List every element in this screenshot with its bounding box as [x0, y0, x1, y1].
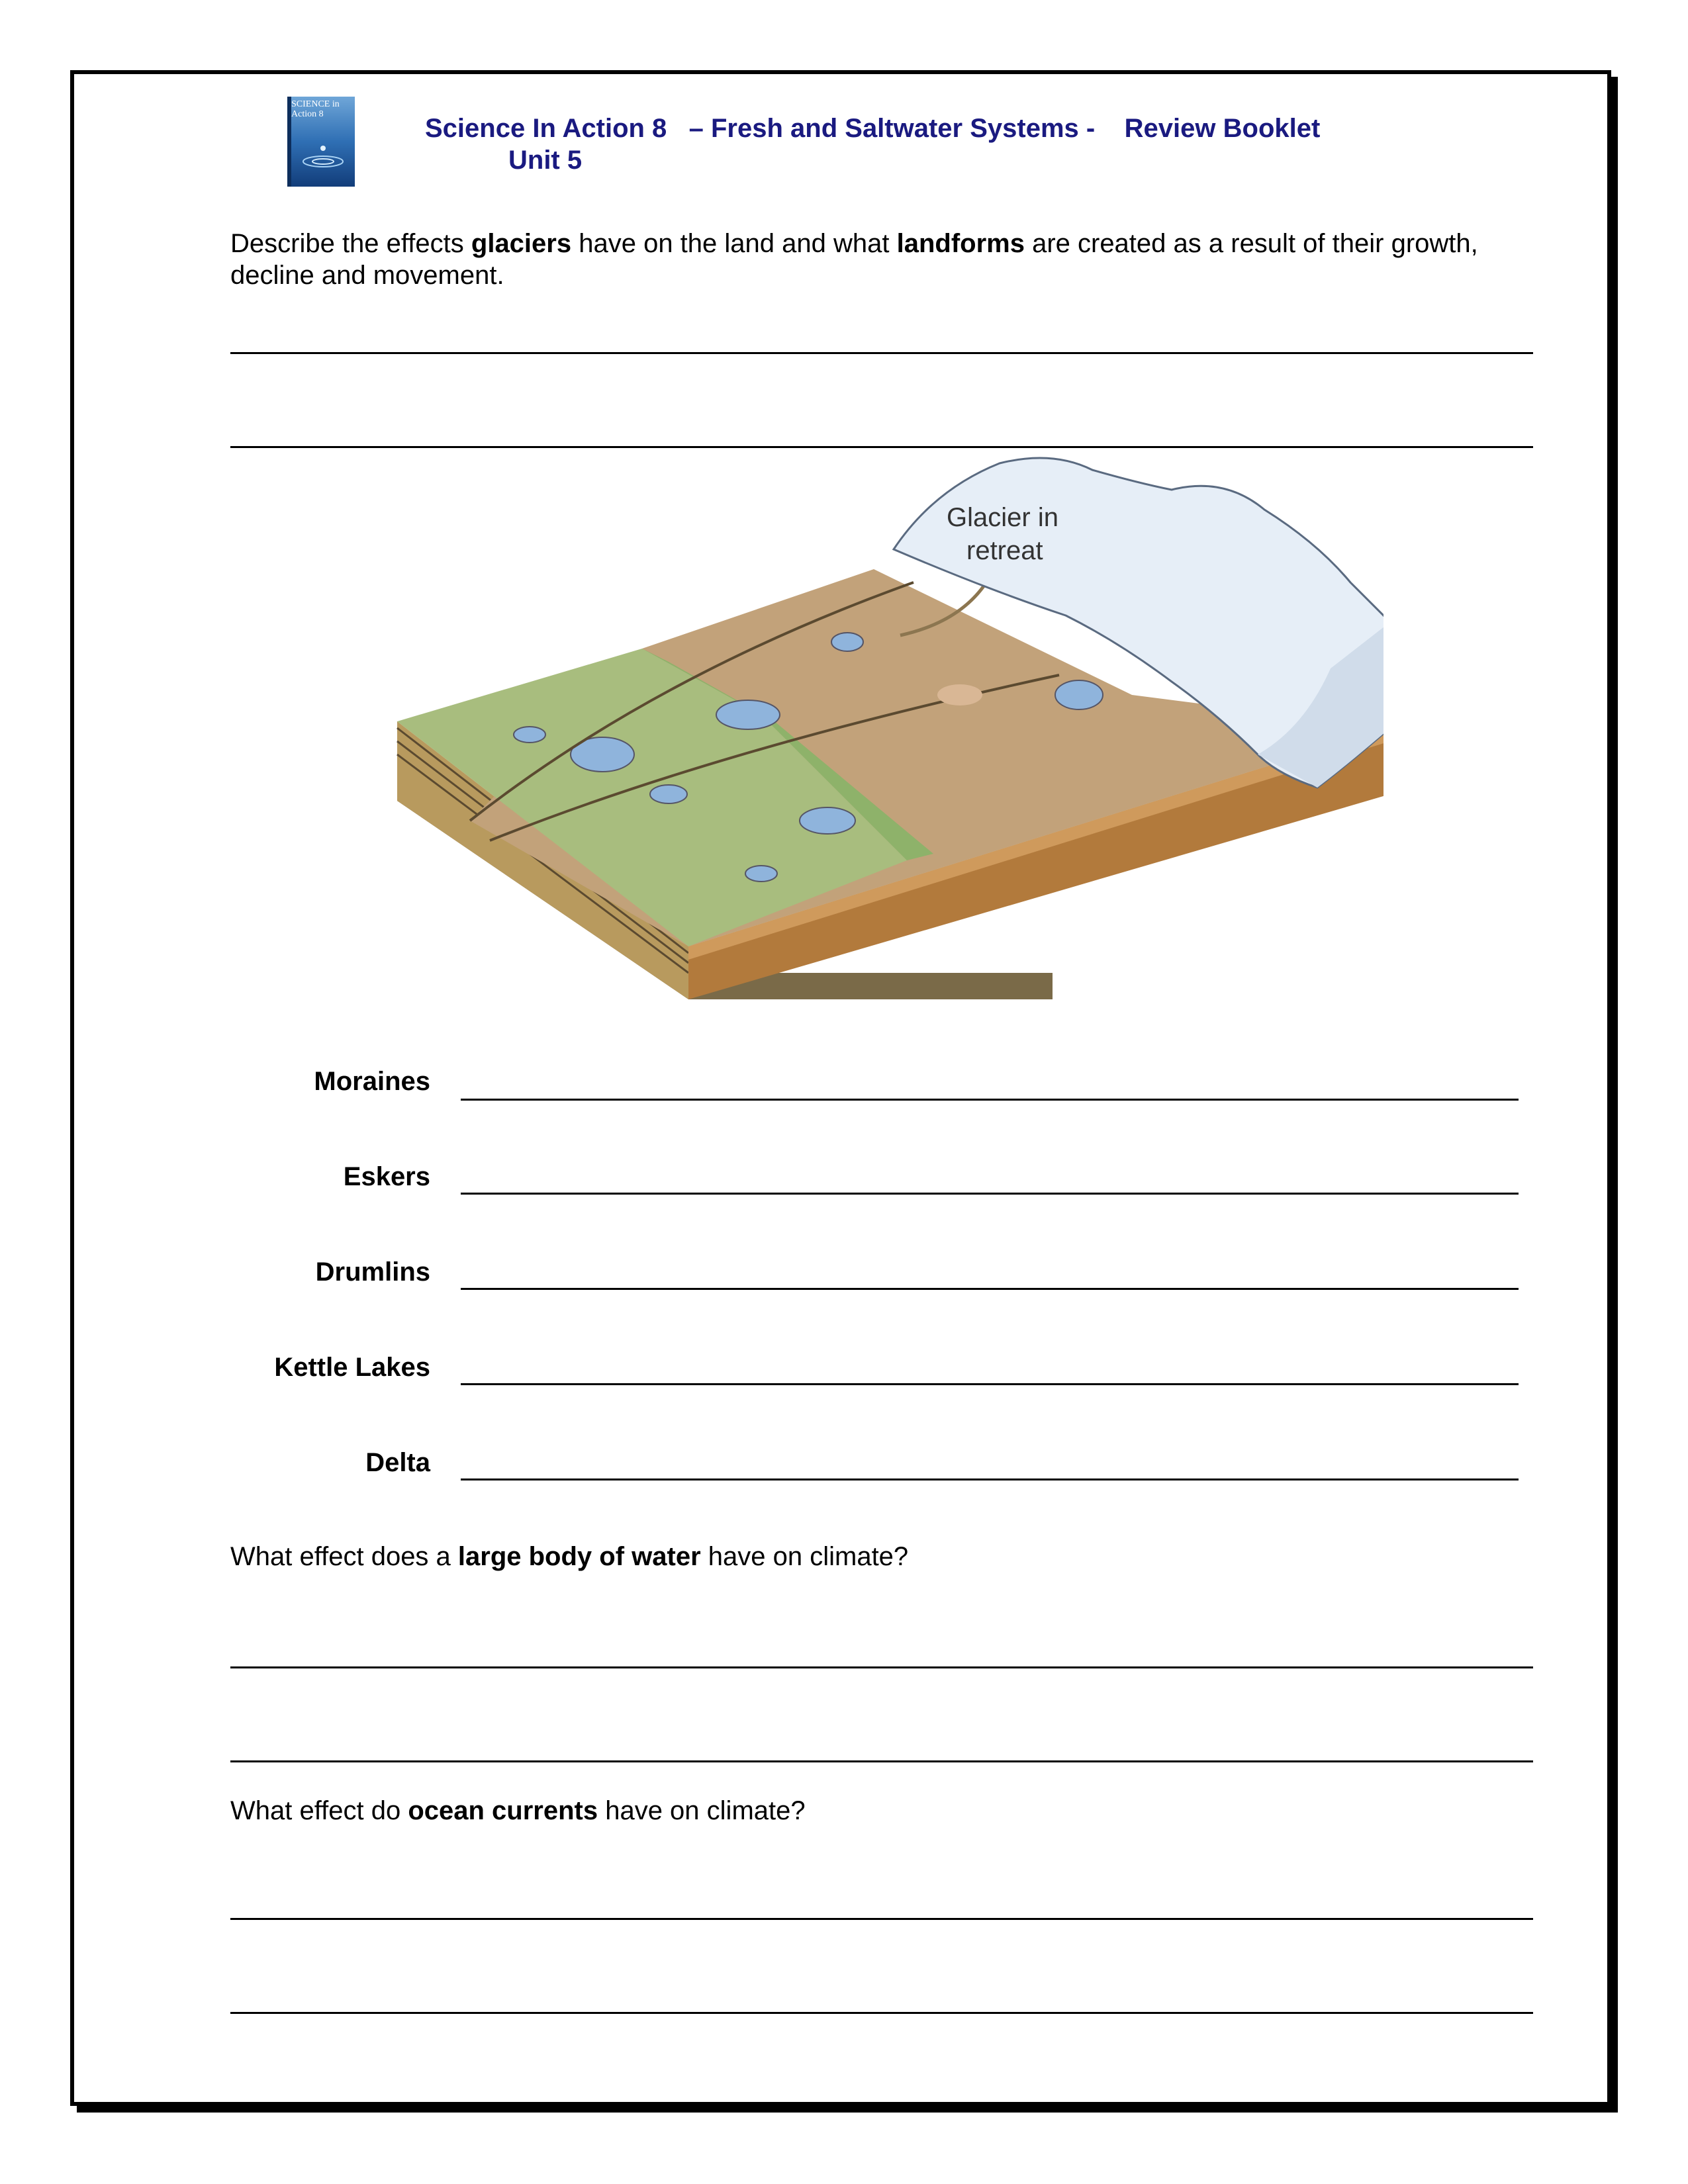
q1-bold-landforms: landforms	[896, 229, 1025, 258]
kettle-lake	[650, 785, 687, 803]
answer-line[interactable]	[230, 1760, 1533, 1762]
meltwater-lake	[1055, 680, 1103, 709]
kettle-lake	[716, 700, 780, 729]
q3-text-1: What effect do	[230, 1796, 408, 1825]
drumlin	[937, 684, 982, 705]
answer-line-drumlins[interactable]	[461, 1288, 1519, 1290]
kettle-lake	[831, 633, 863, 651]
q2-bold: large body of water	[457, 1542, 701, 1571]
term-eskers: Eskers	[343, 1162, 430, 1191]
q3-text-2: have on climate?	[598, 1796, 806, 1825]
term-delta: Delta	[365, 1448, 430, 1477]
glacier-label-line1: Glacier in	[947, 503, 1058, 532]
glacier-label-line2: retreat	[966, 536, 1043, 565]
answer-line[interactable]	[230, 446, 1533, 448]
question-glaciers	[230, 228, 1478, 259]
page-title: Science In Action 8 – Fresh and Saltwater Systems - Review Booklet	[425, 114, 1321, 143]
answer-line-kettle-lakes[interactable]	[461, 1383, 1519, 1385]
q1-bold-glaciers: glaciers	[471, 229, 572, 258]
q1-text-2: have on the land and what	[571, 229, 897, 258]
answer-line-eskers[interactable]	[461, 1193, 1519, 1195]
term-kettle-lakes: Kettle Lakes	[274, 1353, 430, 1382]
kettle-lake	[745, 866, 777, 882]
answer-line[interactable]	[230, 2012, 1533, 2014]
kettle-lake	[800, 807, 855, 834]
unit-label: Unit 5	[508, 146, 583, 175]
q3-bold: ocean currents	[408, 1796, 598, 1825]
answer-line[interactable]	[230, 1918, 1533, 1920]
question-glaciers-line2: decline and movement.	[230, 261, 504, 290]
answer-line[interactable]	[230, 352, 1533, 354]
q1-text-1: Describe the effects	[230, 229, 471, 258]
question-ocean-currents	[230, 1795, 806, 1827]
glacier-retreat-diagram	[391, 450, 1383, 999]
kettle-lake	[514, 727, 545, 743]
term-drumlins: Drumlins	[315, 1257, 430, 1287]
question-large-body-of-water	[230, 1541, 908, 1572]
q2-text-1: What effect does a	[230, 1542, 458, 1571]
answer-line-moraines[interactable]	[461, 1099, 1519, 1101]
book-cover-title: SCIENCE in Action 8	[291, 99, 340, 119]
answer-line-delta[interactable]	[461, 1479, 1519, 1480]
q2-text-2: have on climate?	[700, 1542, 909, 1571]
q1-text-3: are created as a result of their growth,	[1024, 229, 1478, 258]
term-moraines: Moraines	[314, 1067, 430, 1096]
answer-line[interactable]	[230, 1666, 1533, 1668]
